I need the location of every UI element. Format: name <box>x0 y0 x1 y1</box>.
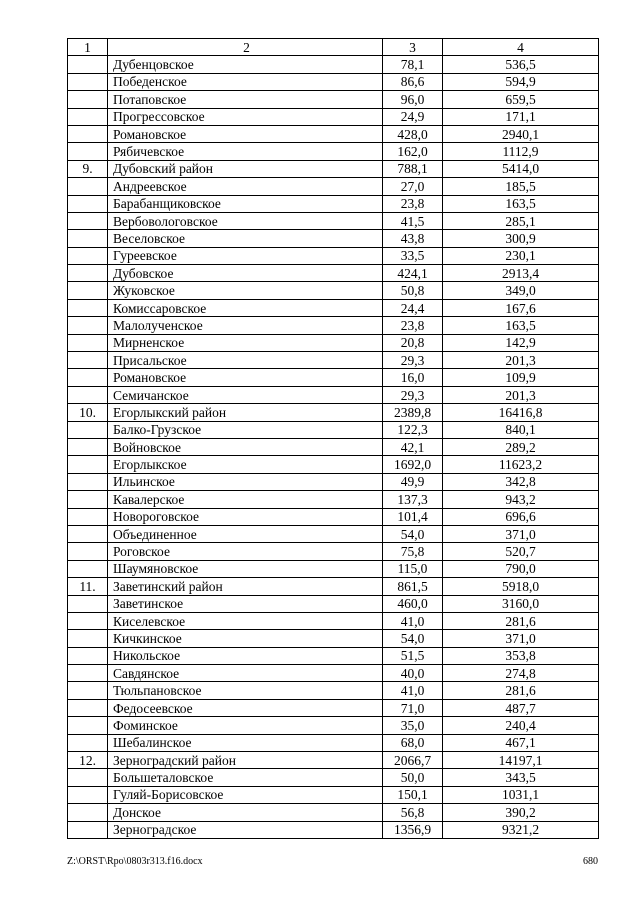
row-number-cell <box>68 647 108 664</box>
table-row <box>68 230 599 247</box>
value-col4-cell: 5918,0 <box>443 578 599 595</box>
value-col4-cell: 3160,0 <box>443 595 599 612</box>
value-col4-cell: 163,5 <box>443 195 599 212</box>
name-cell: Большеталовское <box>108 769 383 786</box>
name-cell: Шаумяновское <box>108 560 383 577</box>
value-col4-cell: 201,3 <box>443 386 599 403</box>
table-row <box>68 247 599 264</box>
table-row <box>68 665 599 682</box>
row-number-cell <box>68 143 108 160</box>
value-col3-cell: 23,8 <box>383 195 443 212</box>
name-cell: Комиссаровское <box>108 299 383 316</box>
row-number-cell <box>68 543 108 560</box>
value-col3-cell: 50,8 <box>383 282 443 299</box>
row-number-cell <box>68 438 108 455</box>
table-row <box>68 265 599 282</box>
value-col4-cell: 9321,2 <box>443 821 599 838</box>
row-number-cell <box>68 717 108 734</box>
value-col3-cell: 162,0 <box>383 143 443 160</box>
value-col3-cell: 16,0 <box>383 369 443 386</box>
name-cell: Победенское <box>108 73 383 90</box>
table-row <box>68 560 599 577</box>
name-cell: Егорлыкский район <box>108 404 383 421</box>
row-number-cell <box>68 525 108 542</box>
name-cell: Кичкинское <box>108 630 383 647</box>
value-col3-cell: 1356,9 <box>383 821 443 838</box>
row-number-cell <box>68 91 108 108</box>
value-col3-cell: 1692,0 <box>383 456 443 473</box>
row-number-cell <box>68 386 108 403</box>
row-number-cell <box>68 560 108 577</box>
row-number-cell <box>68 247 108 264</box>
value-col4-cell: 281,6 <box>443 682 599 699</box>
table-row <box>68 682 599 699</box>
row-number-cell <box>68 299 108 316</box>
table-row <box>68 473 599 490</box>
row-number-cell: 12. <box>68 752 108 769</box>
row-number-cell <box>68 786 108 803</box>
value-col3-cell: 20,8 <box>383 334 443 351</box>
value-col3-cell: 41,0 <box>383 612 443 629</box>
value-col4-cell: 342,8 <box>443 473 599 490</box>
name-cell: Заветинский район <box>108 578 383 595</box>
value-col4-cell: 943,2 <box>443 491 599 508</box>
table-row <box>68 299 599 316</box>
value-col4-cell: 185,5 <box>443 178 599 195</box>
table-row <box>68 160 599 177</box>
table-body <box>68 39 599 839</box>
value-col4-cell: 274,8 <box>443 665 599 682</box>
value-col3-cell: 54,0 <box>383 525 443 542</box>
value-col3-cell: 75,8 <box>383 543 443 560</box>
value-col3-cell: 24,9 <box>383 108 443 125</box>
row-number-cell: 11. <box>68 578 108 595</box>
table-row <box>68 56 599 73</box>
value-col4-cell: 371,0 <box>443 525 599 542</box>
footer-file-path: Z:\ORST\Rpo\0803r313.f16.docx <box>67 856 203 867</box>
row-number-cell <box>68 265 108 282</box>
value-col3-cell: 51,5 <box>383 647 443 664</box>
table-row <box>68 804 599 821</box>
table-row <box>68 525 599 542</box>
name-cell: Войновское <box>108 438 383 455</box>
table-row <box>68 178 599 195</box>
value-col3-cell: 424,1 <box>383 265 443 282</box>
name-cell: Рябичевское <box>108 143 383 160</box>
name-cell: Кавалерское <box>108 491 383 508</box>
value-col4-cell: 840,1 <box>443 421 599 438</box>
name-cell: Шебалинское <box>108 734 383 751</box>
row-number-cell <box>68 595 108 612</box>
row-number-cell <box>68 421 108 438</box>
table-row <box>68 91 599 108</box>
table-header-row <box>68 39 599 56</box>
row-number-cell: 10. <box>68 404 108 421</box>
name-cell: Федосеевское <box>108 699 383 716</box>
table-row <box>68 543 599 560</box>
table-row <box>68 595 599 612</box>
name-cell: Вербовологовское <box>108 212 383 229</box>
row-number-cell <box>68 73 108 90</box>
row-number-cell <box>68 630 108 647</box>
row-number-cell <box>68 665 108 682</box>
value-col4-cell: 167,6 <box>443 299 599 316</box>
name-cell: Заветинское <box>108 595 383 612</box>
row-number-cell <box>68 769 108 786</box>
value-col3-cell: 56,8 <box>383 804 443 821</box>
value-col3-cell: 2066,7 <box>383 752 443 769</box>
row-number-cell <box>68 682 108 699</box>
value-col3-cell: 23,8 <box>383 317 443 334</box>
table-row <box>68 578 599 595</box>
table-row <box>68 352 599 369</box>
table-row <box>68 421 599 438</box>
value-col3-cell: 41,0 <box>383 682 443 699</box>
value-col3-cell: 78,1 <box>383 56 443 73</box>
value-col4-cell: 390,2 <box>443 804 599 821</box>
value-col3-cell: 96,0 <box>383 91 443 108</box>
value-col4-cell: 11623,2 <box>443 456 599 473</box>
row-number-cell <box>68 821 108 838</box>
name-cell: Потаповское <box>108 91 383 108</box>
row-number-cell <box>68 317 108 334</box>
value-col4-cell: 300,9 <box>443 230 599 247</box>
name-cell: Роговское <box>108 543 383 560</box>
table-row <box>68 282 599 299</box>
value-col3-cell: 2389,8 <box>383 404 443 421</box>
value-col4-cell: 594,9 <box>443 73 599 90</box>
table-row <box>68 717 599 734</box>
name-cell: Гуляй-Борисовское <box>108 786 383 803</box>
value-col4-cell: 171,1 <box>443 108 599 125</box>
table-row <box>68 334 599 351</box>
value-col4-cell: 343,5 <box>443 769 599 786</box>
header-cell-col-2: 2 <box>108 39 383 56</box>
value-col3-cell: 35,0 <box>383 717 443 734</box>
row-number-cell <box>68 178 108 195</box>
row-number-cell <box>68 56 108 73</box>
value-col3-cell: 428,0 <box>383 125 443 142</box>
header-cell-col-3: 3 <box>383 39 443 56</box>
name-cell: Зерноградское <box>108 821 383 838</box>
name-cell: Присальское <box>108 352 383 369</box>
value-col4-cell: 163,5 <box>443 317 599 334</box>
value-col4-cell: 2940,1 <box>443 125 599 142</box>
name-cell: Дубовское <box>108 265 383 282</box>
row-number-cell <box>68 612 108 629</box>
value-col3-cell: 50,0 <box>383 769 443 786</box>
row-number-cell <box>68 230 108 247</box>
table-row <box>68 212 599 229</box>
value-col3-cell: 42,1 <box>383 438 443 455</box>
row-number-cell <box>68 473 108 490</box>
value-col3-cell: 460,0 <box>383 595 443 612</box>
value-col3-cell: 43,8 <box>383 230 443 247</box>
table-row <box>68 630 599 647</box>
table-row <box>68 821 599 838</box>
row-number-cell <box>68 456 108 473</box>
name-cell: Дубовский район <box>108 160 383 177</box>
value-col4-cell: 349,0 <box>443 282 599 299</box>
value-col3-cell: 29,3 <box>383 352 443 369</box>
table-row <box>68 404 599 421</box>
name-cell: Егорлыкское <box>108 456 383 473</box>
value-col3-cell: 49,9 <box>383 473 443 490</box>
table-row <box>68 456 599 473</box>
table-row <box>68 612 599 629</box>
row-number-cell <box>68 334 108 351</box>
name-cell: Мирненское <box>108 334 383 351</box>
name-cell: Фоминское <box>108 717 383 734</box>
value-col3-cell: 27,0 <box>383 178 443 195</box>
name-cell: Донское <box>108 804 383 821</box>
value-col4-cell: 371,0 <box>443 630 599 647</box>
table-row <box>68 73 599 90</box>
row-number-cell <box>68 734 108 751</box>
value-col4-cell: 14197,1 <box>443 752 599 769</box>
value-col4-cell: 289,2 <box>443 438 599 455</box>
value-col3-cell: 29,3 <box>383 386 443 403</box>
value-col3-cell: 101,4 <box>383 508 443 525</box>
name-cell: Веселовское <box>108 230 383 247</box>
value-col3-cell: 40,0 <box>383 665 443 682</box>
table-row <box>68 786 599 803</box>
value-col3-cell: 122,3 <box>383 421 443 438</box>
value-col3-cell: 33,5 <box>383 247 443 264</box>
row-number-cell <box>68 212 108 229</box>
row-number-cell <box>68 352 108 369</box>
value-col3-cell: 68,0 <box>383 734 443 751</box>
name-cell: Объединенное <box>108 525 383 542</box>
name-cell: Гуреевское <box>108 247 383 264</box>
value-col3-cell: 150,1 <box>383 786 443 803</box>
row-number-cell <box>68 125 108 142</box>
row-number-cell <box>68 195 108 212</box>
value-col3-cell: 41,5 <box>383 212 443 229</box>
value-col4-cell: 2913,4 <box>443 265 599 282</box>
footer-page-number: 680 <box>583 856 598 867</box>
value-col4-cell: 281,6 <box>443 612 599 629</box>
value-col4-cell: 520,7 <box>443 543 599 560</box>
name-cell: Андреевское <box>108 178 383 195</box>
row-number-cell <box>68 369 108 386</box>
row-number-cell <box>68 508 108 525</box>
row-number-cell <box>68 699 108 716</box>
name-cell: Жуковское <box>108 282 383 299</box>
value-col3-cell: 861,5 <box>383 578 443 595</box>
name-cell: Малолученское <box>108 317 383 334</box>
row-number-cell <box>68 282 108 299</box>
row-number-cell <box>68 804 108 821</box>
table-row <box>68 508 599 525</box>
value-col4-cell: 230,1 <box>443 247 599 264</box>
row-number-cell <box>68 491 108 508</box>
value-col4-cell: 790,0 <box>443 560 599 577</box>
name-cell: Прогрессовское <box>108 108 383 125</box>
value-col4-cell: 1031,1 <box>443 786 599 803</box>
value-col4-cell: 16416,8 <box>443 404 599 421</box>
value-col3-cell: 788,1 <box>383 160 443 177</box>
name-cell: Барабанщиковское <box>108 195 383 212</box>
table-row <box>68 699 599 716</box>
value-col4-cell: 240,4 <box>443 717 599 734</box>
name-cell: Тюльпановское <box>108 682 383 699</box>
table-row <box>68 769 599 786</box>
name-cell: Семичанское <box>108 386 383 403</box>
value-col4-cell: 467,1 <box>443 734 599 751</box>
value-col3-cell: 54,0 <box>383 630 443 647</box>
value-col4-cell: 285,1 <box>443 212 599 229</box>
header-cell-col-1: 1 <box>68 39 108 56</box>
value-col4-cell: 353,8 <box>443 647 599 664</box>
value-col4-cell: 5414,0 <box>443 160 599 177</box>
table-row <box>68 317 599 334</box>
table-row <box>68 734 599 751</box>
name-cell: Романовское <box>108 125 383 142</box>
value-col3-cell: 137,3 <box>383 491 443 508</box>
table-row <box>68 647 599 664</box>
name-cell: Савдянское <box>108 665 383 682</box>
name-cell: Романовское <box>108 369 383 386</box>
table-row <box>68 438 599 455</box>
row-number-cell <box>68 108 108 125</box>
name-cell: Дубенцовское <box>108 56 383 73</box>
name-cell: Киселевское <box>108 612 383 629</box>
header-cell-col-4: 4 <box>443 39 599 56</box>
value-col4-cell: 142,9 <box>443 334 599 351</box>
table-row <box>68 143 599 160</box>
name-cell: Ильинское <box>108 473 383 490</box>
value-col4-cell: 696,6 <box>443 508 599 525</box>
name-cell: Никольское <box>108 647 383 664</box>
name-cell: Балко-Грузское <box>108 421 383 438</box>
value-col4-cell: 487,7 <box>443 699 599 716</box>
value-col4-cell: 109,9 <box>443 369 599 386</box>
table-row <box>68 369 599 386</box>
value-col3-cell: 86,6 <box>383 73 443 90</box>
value-col3-cell: 115,0 <box>383 560 443 577</box>
name-cell: Зерноградский район <box>108 752 383 769</box>
value-col4-cell: 536,5 <box>443 56 599 73</box>
table-row <box>68 108 599 125</box>
value-col4-cell: 201,3 <box>443 352 599 369</box>
name-cell: Новороговское <box>108 508 383 525</box>
table-row <box>68 386 599 403</box>
data-table <box>67 38 599 839</box>
value-col4-cell: 1112,9 <box>443 143 599 160</box>
value-col3-cell: 71,0 <box>383 699 443 716</box>
table-row <box>68 195 599 212</box>
row-number-cell: 9. <box>68 160 108 177</box>
value-col4-cell: 659,5 <box>443 91 599 108</box>
value-col3-cell: 24,4 <box>383 299 443 316</box>
table-row <box>68 752 599 769</box>
table-row <box>68 491 599 508</box>
table-row <box>68 125 599 142</box>
